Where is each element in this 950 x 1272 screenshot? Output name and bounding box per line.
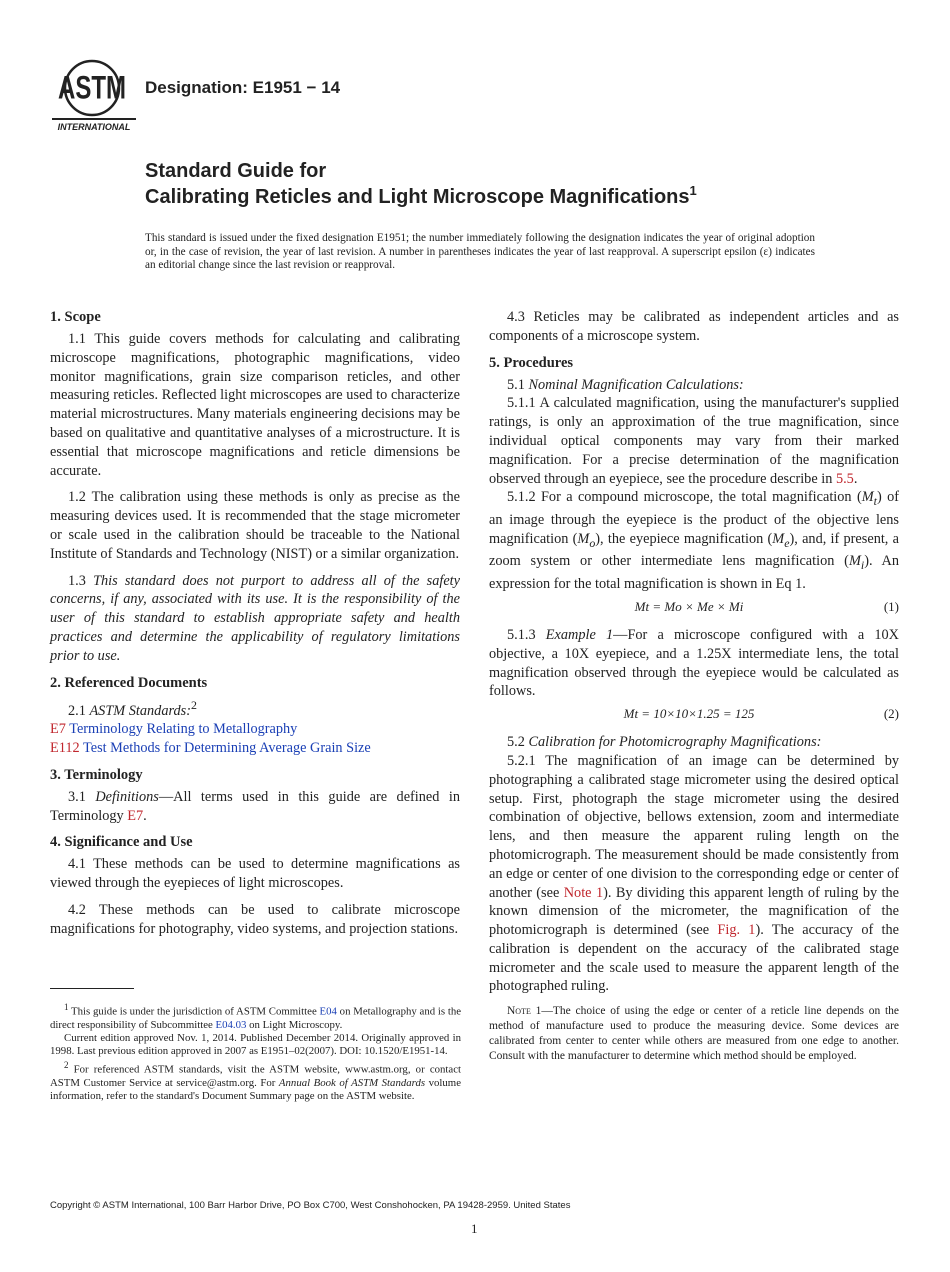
equation-1: Mt = Mo × Me × Mi (1) [634,598,899,614]
paragraph-5-1-3: 5.1.3 Example 1—For a microscope configured with a 10X objective, a 10X eyepiece, and a 1.25X intermediate lens, the total magnification observed through the eyepiece would be calculated as follows. [489,626,899,700]
paragraph-1-3: 1.3 This standard does not purport to address all of the safety concerns, if any, associated with its use. It is the responsibility of the user of this standard to establish appropriate safety and health practices and determine the applicability of regulatory limitations prior to use. [50,572,460,664]
paragraph-5-1-2: 5.1.2 For a compound microscope, the total magnification $(M_t)$ of an image through the eyepiece is the product of the objective lens magnification $(M_o)$, the eyepiece magnification $(M_e)$, and, if present, a zoom system or other intermediate lens magnification $(M_i)$. An expression for the total magnification is shown in Eq 1. [489,489,900,593]
logo-text: INTERNATIONAL [57,122,131,132]
footnote-divider [50,988,134,989]
link-e7[interactable]: E7 [127,807,144,824]
link-fig-1[interactable]: Fig. 1 [717,922,756,939]
paragraph-2-1: 2.1 ASTM Standards:$^2$ [68,697,197,719]
reference-e7[interactable]: E7 Terminology Relating to Metallography [50,721,298,738]
link-e04-03[interactable]: E04.03 [215,1018,247,1031]
link-5-5[interactable]: 5.5 [835,470,854,487]
footnotes [50,1001,461,1103]
svg-text:ASTM: ASTM [58,70,126,107]
right-column [489,308,899,1064]
paragraph-5-2: 5.2 Calibration for Photomicrography Magnifications: [507,734,822,751]
title-line-1: Standard Guide for [145,160,327,182]
title-footnote-ref[interactable]: 1 [689,183,697,198]
section-heading-referenced-documents: 2. Referenced Documents [50,674,208,691]
footnote-1-edition: Current edition approved Nov. 1, 2014. Published December 2014. Originally approved in 1998. Last previous edition approved in 2007 as E1951–02(2007). DOI: 10.1520/E1951-14. [50,1032,461,1058]
paragraph-4-2: 4.2 These methods can be used to calibrate microscope magnifications for photography, video systems, and projection stations. [50,901,460,937]
section-heading-terminology: 3. Terminology [50,766,143,783]
title-line-2: Calibrating Reticles and Light Microscope Magnifications$^1$ [145,183,697,208]
paragraph-4-3: 4.3 Reticles may be calibrated as independent articles and as components of a microscope system. [489,309,899,344]
issuance-notice: This standard is issued under the fixed designation E1951; the number immediately following the designation indicates the year of original adoption or, in the case of revision, the year of last revision. A number in parentheses indicates the year of last reapproval. A superscript epsilon (ε) indicates an editorial change since the last revision or reapproval. [145,232,815,272]
paragraph-3-1: 3.1 Definitions—All terms used in this guide are defined in Terminology E7. [50,788,460,824]
paragraph-1-1: 1.1 This guide covers methods for calculating and calibrating microscope magnifications, photographic magnifications, video monitor magnifications, grain size comparison reticles, and other measuring reticles. Reflected light microscopes are used to characterize material microstructures. Many materials engineering decisions may be based on qualitative and quantitative analyses of a microstructure. It is essential that microscope magnifications and reticle dimensions be accurate. [50,331,460,479]
footnote-1: $^1$ This guide is under the jurisdiction of ASTM Committee E04 on Metallography and is the direct responsibility of Subcommittee E04.03 on Light Microscopy. [50,1002,462,1031]
paragraph-4-1: 4.1 These methods can be used to determine magnifications as viewed through the eyepieces of light microscopes. [50,856,460,892]
paragraph-5-1-1: 5.1.1 A calculated magnification, using the manufacturer's supplied ratings, is only an approximation of the true magnification, since individual optical components may vary from their marked magnification. For a precise determination of the magnification observed through an eyepiece, see the procedure describe in 5.5. [489,395,899,487]
paragraph-5-1: 5.1 Nominal Magnification Calculations: [507,376,744,393]
designation: Designation: E1951 − 14 [145,78,341,97]
equation-2: Mt = 10×10×1.25 = 125 (2) [623,706,899,722]
link-note-1[interactable]: Note 1 [563,884,604,901]
footnote-2: $^2$ For referenced ASTM standards, visit the ASTM website, www.astm.org, or contact ASTM Customer Service at service@astm.org. For Annual Book of ASTM Standards volume information, refer to the standard's Document Summary page on the ASTM website. [50,1059,461,1102]
reference-e112[interactable]: E112 Test Methods for Determining Average Grain Size [50,739,371,756]
section-heading-scope: 1. Scope [50,309,101,325]
paragraph-5-2-1: 5.2.1 The magnification of an image can be determined by photographing a calibrated stage micrometer using the desired optical setup. First, photograph the stage micrometer using the desired combination of objective, bellows extension, zoom and intermediate lens, and then measure the apparent ruling length on the photomicrograph. The measurement should be made consistently from an edge or center of one division to the corresponding edge or center of another (see Note 1). By dividing this apparent length of ruling by the known dimension of the micrometer, the magnification of the photomicrograph is determined (see Fig. 1). The accuracy of the calibration is dependent on the accuracy of the calibrated stage micrometer and the scale used to measure the apparent length of the photographed ruling. [489,752,900,995]
paragraph-1-2: 1.2 The calibration using these methods is only as precise as the measuring devices used. It is recommended that the stage micrometer or scale used in the calibration should be traceable to the National Institute of Standards and Technology (NIST) or a similar organization. [50,489,460,562]
link-e04[interactable]: E04 [319,1005,337,1018]
section-heading-significance: 4. Significance and Use [50,834,193,851]
page-number: 1 [471,1221,478,1236]
note-1: Note 1—The choice of using the edge or center of a reticle line depends on the method of manufacture used to produce the measuring device. Some devices are calibrated from center to center while others are measured from one edge to another. Consult with the manufacturer to determine which method should be employed. [489,1005,899,1063]
left-column [50,308,460,938]
copyright: Copyright © ASTM International, 100 Barr Harbor Drive, PO Box C700, West Conshohocken, PA 19428-2959. United States [50,1200,571,1211]
astm-logo [52,58,136,134]
section-heading-procedures: 5. Procedures [489,354,574,371]
